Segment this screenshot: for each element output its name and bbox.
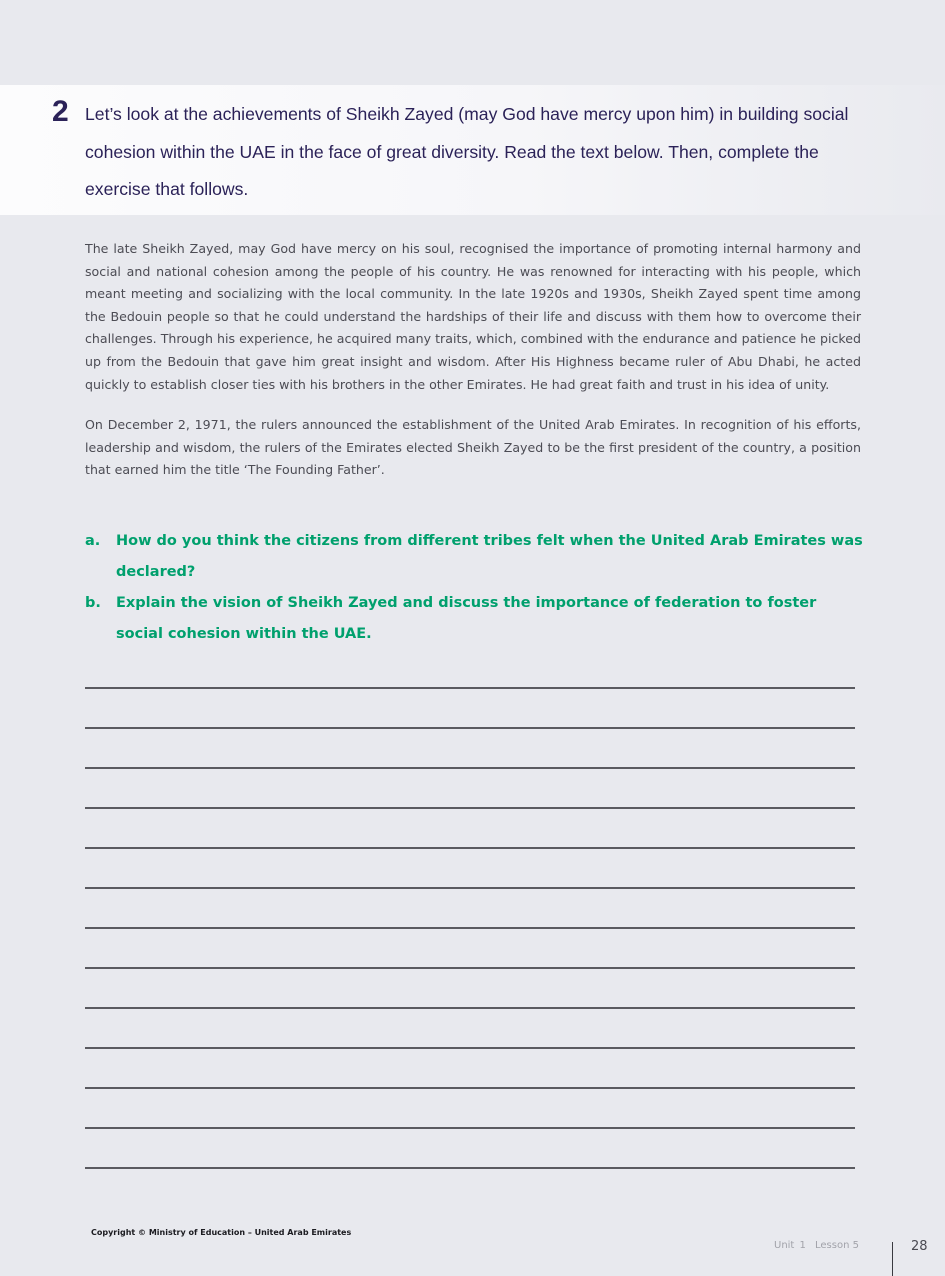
answer-line[interactable] (85, 887, 855, 889)
footer-unit: Unit 1 (774, 1240, 806, 1251)
exercise-questions (85, 526, 865, 650)
question-marker: a. (85, 533, 101, 549)
answer-line[interactable] (85, 1167, 855, 1169)
reading-passage (85, 238, 861, 500)
exercise-question-a (85, 526, 865, 588)
answer-line[interactable] (85, 967, 855, 969)
question-number: 2 (52, 95, 69, 128)
answer-line[interactable] (85, 767, 855, 769)
question-marker: b. (85, 595, 101, 611)
answer-line[interactable] (85, 847, 855, 849)
answer-line[interactable] (85, 687, 855, 689)
answer-line[interactable] (85, 927, 855, 929)
question-title: Let’s look at the achievements of Sheikh Zayed (may God have mercy upon him) in building social cohesion within the UAE in the face of great diversity. Read the text below. Then, complete the exercise that follows. (85, 104, 849, 199)
page-number: 28 (911, 1239, 928, 1254)
answer-lines (85, 687, 855, 1207)
footer-lesson: Lesson 5 (815, 1240, 859, 1251)
answer-line[interactable] (85, 1047, 855, 1049)
question-text: Explain the vision of Sheikh Zayed and discuss the importance of federation to foster social cohesion within the UAE. (116, 595, 817, 642)
answer-line[interactable] (85, 807, 855, 809)
question-text: How do you think the citizens from different tribes felt when the United Arab Emirates was declared? (116, 533, 863, 580)
exercise-question-b (85, 588, 865, 650)
answer-line[interactable] (85, 1087, 855, 1089)
passage-paragraph: On December 2, 1971, the rulers announced the establishment of the United Arab Emirates. In recognition of his efforts, leadership and wisdom, the rulers of the Emirates elected Sheikh Zayed to be the first president of the country, a position that earned him the title ‘The Founding Father’. (85, 417, 861, 478)
copyright-notice: Copyright © Ministry of Education – United Arab Emirates (91, 1228, 352, 1237)
passage-paragraph: The late Sheikh Zayed, may God have mercy on his soul, recognised the importance of promoting internal harmony and social and national cohesion among the people of his country. He was renowned for interacting with his people, which meant meeting and socializing with the local community. In the late 1920s and 1930s, Sheikh Zayed spent time among the Bedouin people so that he could understand the hardships of their life and discuss with them how to overcome their challenges. Through his experience, he acquired many traits, which, combined with the endurance and patience he picked up from the Bedouin that gave him great insight and wisdom. After His Highness became ruler of Abu Dhabi, he acted quickly to establish closer ties with his brothers in the other Emirates. He had great faith and trust in his idea of unity. (85, 241, 861, 392)
answer-line[interactable] (85, 727, 855, 729)
answer-line[interactable] (85, 1127, 855, 1129)
footer-divider (892, 1242, 893, 1276)
answer-line[interactable] (85, 1007, 855, 1009)
